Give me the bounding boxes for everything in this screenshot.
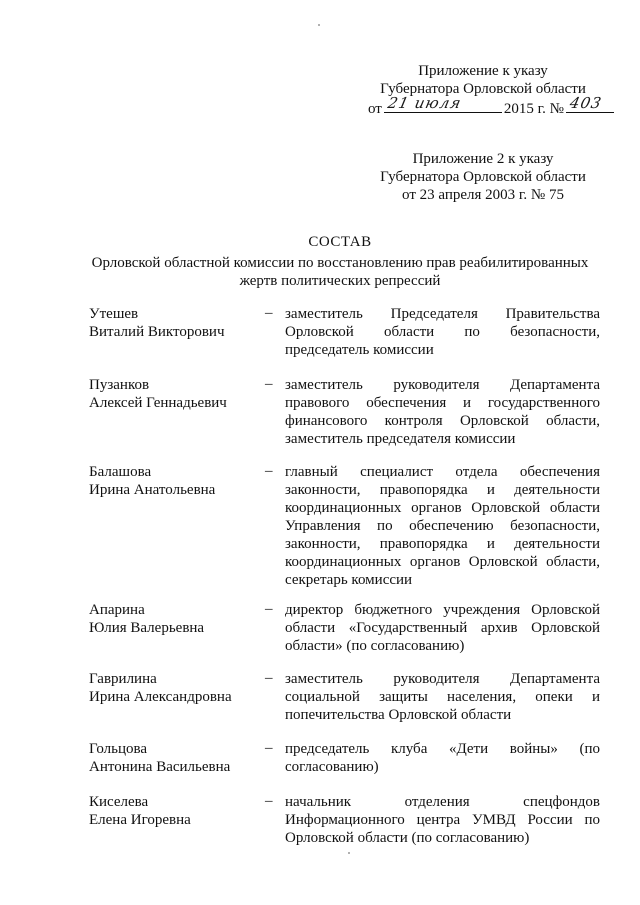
member-name	[89, 740, 259, 776]
member-role: председатель клуба «Дети войны» (по согласованию)	[285, 741, 600, 775]
number-blank	[566, 94, 614, 113]
handwritten-date: 21 июля	[386, 94, 464, 112]
member-given-name: Ирина Анатольевна	[89, 482, 216, 498]
member-surname: Пузанков	[89, 377, 150, 393]
member-given-name: Антонина Васильевна	[89, 759, 231, 775]
member-name	[89, 463, 259, 499]
date-blank	[384, 94, 502, 113]
annex-original-line1: Приложение 2 к указу	[412, 151, 554, 167]
member-given-name: Ирина Александровна	[89, 689, 232, 705]
member-name	[89, 305, 259, 341]
annex-current-date-line	[368, 94, 604, 118]
document-subtitle	[80, 254, 600, 290]
member-dash: –	[265, 376, 273, 392]
member-dash: –	[265, 601, 273, 617]
member-role: заместитель Председателя Правительства Орловской области по безопасности, председатель комиссии	[285, 306, 600, 358]
member-surname: Гаврилина	[89, 671, 157, 687]
member-dash: –	[265, 305, 273, 321]
subtitle-line1: Орловской областной комиссии по восстановлению прав реабилитированных	[91, 255, 589, 271]
member-role: заместитель руководителя Департамента социальной защиты населения, опеки и попечительства Орловской области	[285, 671, 600, 723]
date-prefix: от	[368, 101, 382, 117]
member-role: главный специалист отдела обеспечения законности, правопорядка и деятельности координационных органов Орловской области Управления по обеспечению безопасности, законности, правопорядка и деятельности координационных органов Орловской области, секретарь комиссии	[285, 464, 600, 588]
scan-speck	[318, 24, 320, 26]
member-surname: Апарина	[89, 602, 145, 618]
annex-header-original	[368, 150, 598, 204]
member-surname: Утешев	[89, 306, 139, 322]
member-name	[89, 670, 259, 706]
scan-speck	[348, 852, 350, 854]
member-given-name: Алексей Геннадьевич	[89, 395, 227, 411]
member-name	[89, 793, 259, 829]
annex-original-line2: Губернатора Орловской области	[380, 169, 586, 185]
document-title: СОСТАВ	[308, 234, 372, 250]
member-role: заместитель руководителя Департамента правового обеспечения и государственного финансового контроля Орловской области, заместитель председателя комиссии	[285, 377, 600, 447]
member-given-name: Елена Игоревна	[89, 812, 191, 828]
member-dash: –	[265, 670, 273, 686]
member-name	[89, 601, 259, 637]
handwritten-number: 403	[568, 94, 604, 112]
annex-original-line3: от 23 апреля 2003 г. № 75	[402, 187, 564, 203]
member-given-name: Виталий Викторович	[89, 324, 225, 340]
member-surname: Гольцова	[89, 741, 148, 757]
member-role: директор бюджетного учреждения Орловской области «Государственный архив Орловской области» (по согласованию)	[285, 602, 600, 654]
annex-current-line2: Губернатора Орловской области	[380, 81, 586, 97]
member-dash: –	[265, 740, 273, 756]
member-surname: Балашова	[89, 464, 152, 480]
member-dash: –	[265, 463, 273, 479]
member-given-name: Юлия Валерьевна	[89, 620, 205, 636]
member-surname: Киселева	[89, 794, 149, 810]
year-and-number-label: 2015 г. №	[503, 101, 564, 117]
annex-current-line1: Приложение к указу	[418, 63, 548, 79]
member-dash: –	[265, 793, 273, 809]
member-name	[89, 376, 259, 412]
member-role: начальник отделения спецфондов Информационного центра УМВД России по Орловской области (по согласованию)	[285, 794, 600, 846]
subtitle-line2: жертв политических репрессий	[239, 273, 441, 289]
annex-header-current	[368, 62, 604, 118]
